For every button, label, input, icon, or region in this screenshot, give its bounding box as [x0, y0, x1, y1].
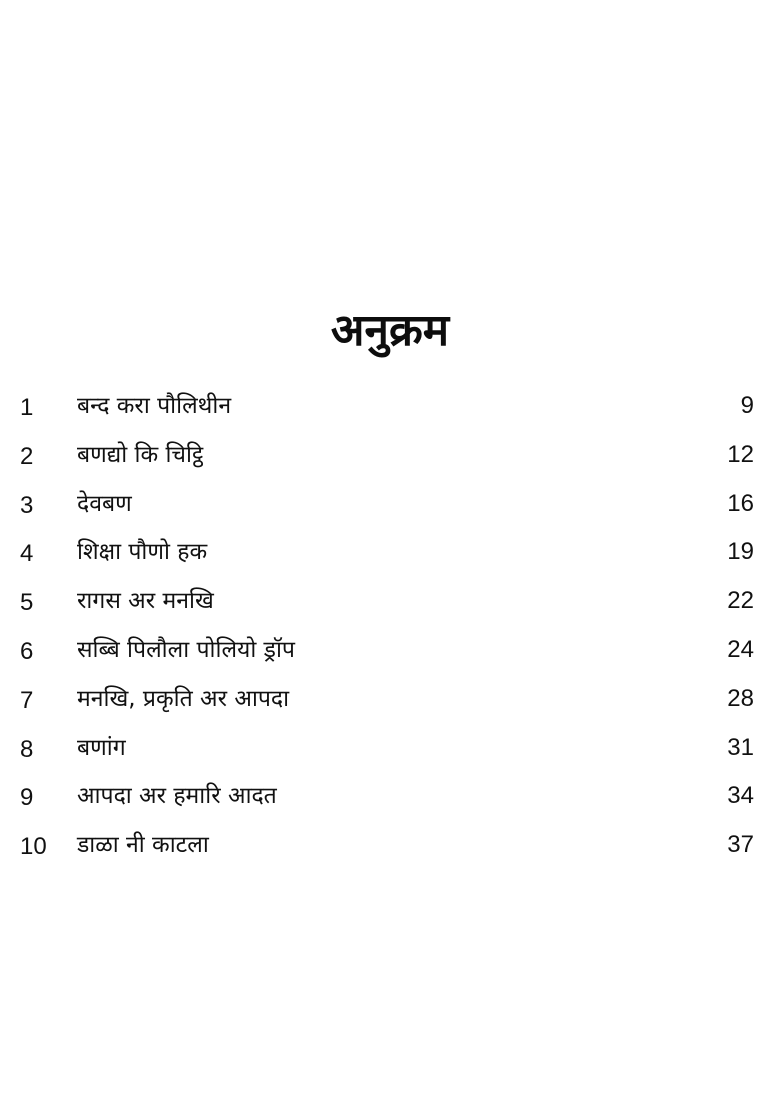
toc-entry-title: बन्द करा पौलिथीन [77, 393, 232, 419]
toc-entry-page: 28 [727, 684, 754, 712]
toc-entry-number: 5 [20, 589, 34, 617]
toc-entry-page: 16 [727, 489, 754, 517]
toc-entry-page: 37 [727, 831, 754, 859]
toc-entry-page: 24 [727, 635, 754, 663]
toc-entry-number: 10 [20, 833, 47, 861]
toc-entry-number: 3 [20, 491, 34, 519]
toc-entry-title: रागस अर मनखि [77, 588, 214, 615]
toc-entry-page: 31 [727, 733, 754, 761]
toc-entry-number: 9 [20, 784, 34, 812]
toc-entry [0, 484, 780, 533]
toc-entry [0, 581, 780, 630]
toc-entry-title: डाळा नी काटला [77, 832, 209, 859]
toc-entry-number: 2 [20, 442, 34, 470]
page-title: अनुक्रम [330, 305, 450, 357]
toc-entry-number: 1 [20, 394, 34, 421]
toc-entry-number: 8 [20, 735, 34, 763]
toc-entry [0, 435, 780, 484]
toc-entry [0, 630, 780, 679]
table-of-contents [0, 386, 780, 874]
toc-entry [0, 532, 780, 581]
toc-entry [0, 679, 780, 728]
toc-entry [0, 386, 780, 435]
toc-entry-page: 12 [727, 440, 754, 468]
toc-entry-number: 7 [20, 686, 34, 714]
toc-entry [0, 825, 780, 874]
toc-entry [0, 728, 780, 777]
toc-entry-title: सब्बि पिलौला पोलियो ड्रॉप [77, 636, 295, 663]
toc-entry-title: देवबण [77, 490, 132, 517]
toc-entry-page: 19 [727, 538, 754, 566]
toc-entry [0, 776, 780, 825]
toc-entry-title: मनखि, प्रकृति अर आपदा [77, 685, 290, 712]
toc-entry-title: बणद्यो कि चिट्ठि [77, 441, 204, 468]
toc-entry-title: बणांग [77, 734, 126, 761]
toc-entry-title: शिक्षा पौणो हक [77, 539, 208, 566]
toc-entry-page: 9 [740, 392, 754, 419]
toc-entry-number: 6 [20, 637, 34, 665]
toc-entry-title: आपदा अर हमारि आदत [77, 783, 277, 810]
toc-entry-page: 22 [727, 587, 754, 615]
toc-entry-number: 4 [20, 540, 34, 568]
toc-entry-page: 34 [727, 782, 754, 810]
